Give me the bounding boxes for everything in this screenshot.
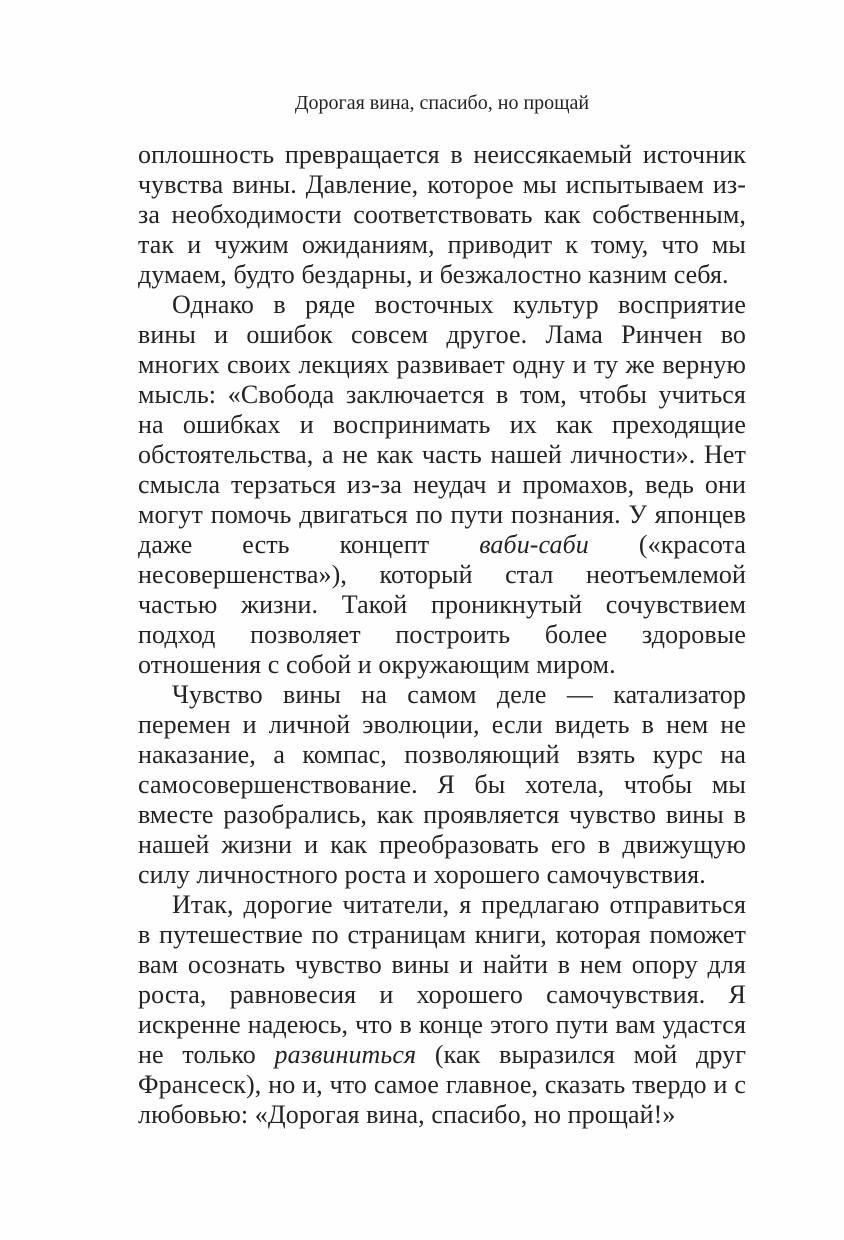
paragraph	[138, 290, 746, 680]
text-segment: (как выразился мой друг Франсеск), но и, что самое главное, сказать твердо и с любовью: «Дорогая вина, спасибо, но прощай!»	[138, 1040, 746, 1129]
paragraph	[138, 680, 746, 890]
italic-term: ваби-саби	[479, 530, 589, 559]
body-text	[138, 140, 746, 1130]
running-head-title: Дорогая вина, спасибо, но прощай	[294, 92, 590, 114]
text-segment: Однако в ряде восточных культур восприятие вины и ошибок совсем другое. Лама Ринчен во многих своих лекциях развивает одну и ту же верную мысль: «Свобода заключается в том, чтобы учиться на ошибках и воспринимать их как преходящие обстоятельства, а не как часть нашей личности». Нет смысла терзаться из-за неудач и промахов, ведь они могут помочь двигаться по пути познания. У японцев даже есть концепт	[138, 290, 746, 559]
paragraph	[138, 890, 746, 1130]
text-segment: Итак, дорогие читатели, я предлагаю отправиться в путешествие по страницам книги, которая поможет вам осознать чувство вины и найти в нем опору для роста, равновесия и хорошего самочувствия. Я искренне надеюсь, что в конце этого пути вам удастся не только	[138, 890, 746, 1069]
text-segment: («красота несовершенства»), который стал неотъемлемой частью жизни. Такой проникнутый сочувствием подход позволяет построить более здоровые отношения с собой и окружающим миром.	[138, 530, 746, 679]
italic-term: развиниться	[274, 1040, 417, 1069]
text-segment: оплошность превращается в неиссякаемый источник чувства вины. Давление, которое мы испытываем из-за необходимости соответствовать как собственным, так и чужим ожиданиям, приводит к тому, что мы думаем, будто бездарны, и безжалостно казним себя.	[138, 140, 746, 289]
paragraph	[138, 140, 746, 290]
text-segment: Чувство вины на самом деле — катализатор перемен и личной эволюции, если видеть в нем не наказание, а компас, позволяющий взять курс на самосовершенствование. Я бы хотела, чтобы мы вместе разобрались, как проявляется чувство вины в нашей жизни и как преобразовать его в движущую силу личностного роста и хорошего самочувствия.	[138, 680, 746, 889]
